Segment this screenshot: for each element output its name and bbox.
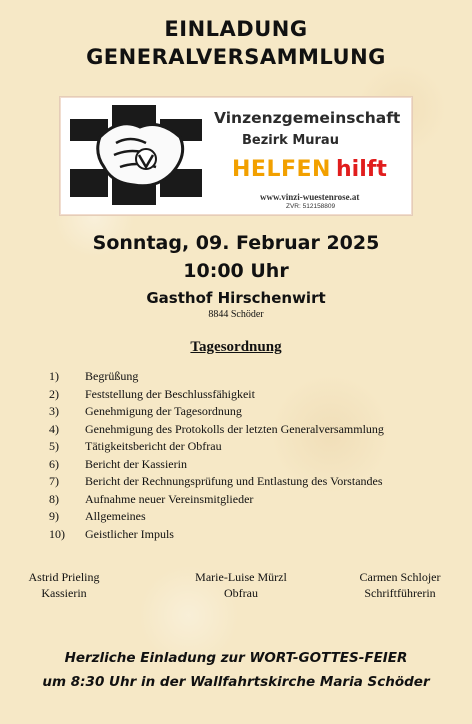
- item-number: 8): [49, 491, 59, 506]
- list-item: [0, 387, 472, 405]
- logo-slogan-hilft: hilft: [336, 157, 387, 182]
- event-venue: Gasthof Hirschenwirt: [146, 289, 326, 307]
- invitation-line-2: um 8:30 Uhr in der Wallfahrtskirche Maria Schöder: [42, 674, 430, 690]
- list-item: [0, 369, 472, 387]
- item-number: 4): [49, 421, 59, 436]
- list-item: [0, 492, 472, 510]
- logo-slogan-helfen: HELFEN: [232, 157, 331, 182]
- signature-kassierin: [18, 569, 110, 601]
- logo-zvr: ZVR: 512158809: [286, 203, 336, 210]
- signature-role: Obfrau: [224, 586, 258, 600]
- event-address: 8844 Schöder: [208, 309, 264, 320]
- signature-name: Carmen Schlojer: [359, 570, 441, 584]
- list-item: [0, 404, 472, 422]
- item-number: 5): [49, 439, 59, 453]
- event-date: Sonntag, 09. Februar 2025: [92, 232, 380, 254]
- event-time: 10:00 Uhr: [183, 260, 289, 282]
- item-text: Tätigkeitsbericht der Obfrau: [85, 439, 222, 453]
- item-number: 1): [49, 369, 59, 383]
- item-text: Genehmigung des Protokolls der letzten Generalversammlung: [85, 421, 384, 436]
- item-text: Aufnahme neuer Vereinsmitglieder: [85, 491, 254, 506]
- logo-website: www.vinzi-wuestenrose.at: [260, 192, 360, 202]
- signature-role: Kassierin: [41, 586, 87, 600]
- list-item: [0, 457, 472, 475]
- item-text: Bericht der Kassierin: [85, 456, 187, 471]
- vinzenz-logo: [59, 96, 413, 216]
- list-item: [0, 527, 472, 545]
- list-item: [0, 422, 472, 440]
- item-text: Bericht der Rechnungsprüfung und Entlastung des Vorstandes: [85, 474, 383, 488]
- item-text: Allgemeines: [85, 509, 146, 523]
- list-item: [0, 509, 472, 527]
- list-item: [0, 474, 472, 492]
- logo-district: Bezirk Murau: [242, 133, 339, 148]
- logo-org-name: Vinzenzgemeinschaft: [214, 109, 401, 127]
- agenda-title: Tagesordnung: [190, 339, 282, 355]
- item-text: Begrüßung: [85, 369, 139, 383]
- list-item: [0, 439, 472, 457]
- title-generalversammlung: GENERALVERSAMMLUNG: [86, 45, 386, 69]
- item-number: 2): [49, 386, 59, 401]
- item-text: Feststellung der Beschlussfähigkeit: [85, 386, 255, 401]
- item-number: 7): [49, 474, 59, 488]
- item-text: Geistlicher Impuls: [85, 526, 174, 541]
- signature-name: Marie-Luise Mürzl: [195, 570, 287, 584]
- item-number: 3): [49, 404, 59, 418]
- invitation-line-1: Herzliche Einladung zur WORT-GOTTES-FEIER: [64, 650, 408, 666]
- item-number: 10): [49, 526, 65, 541]
- signature-schriftfuehrerin: [350, 569, 450, 601]
- item-number: 9): [49, 509, 59, 523]
- signature-obfrau: [186, 569, 296, 601]
- signature-role: Schriftführerin: [364, 586, 436, 600]
- item-text: Genehmigung der Tagesordnung: [85, 404, 242, 418]
- signature-name: Astrid Prieling: [28, 570, 100, 584]
- item-number: 6): [49, 456, 59, 471]
- title-einladung: EINLADUNG: [164, 17, 308, 41]
